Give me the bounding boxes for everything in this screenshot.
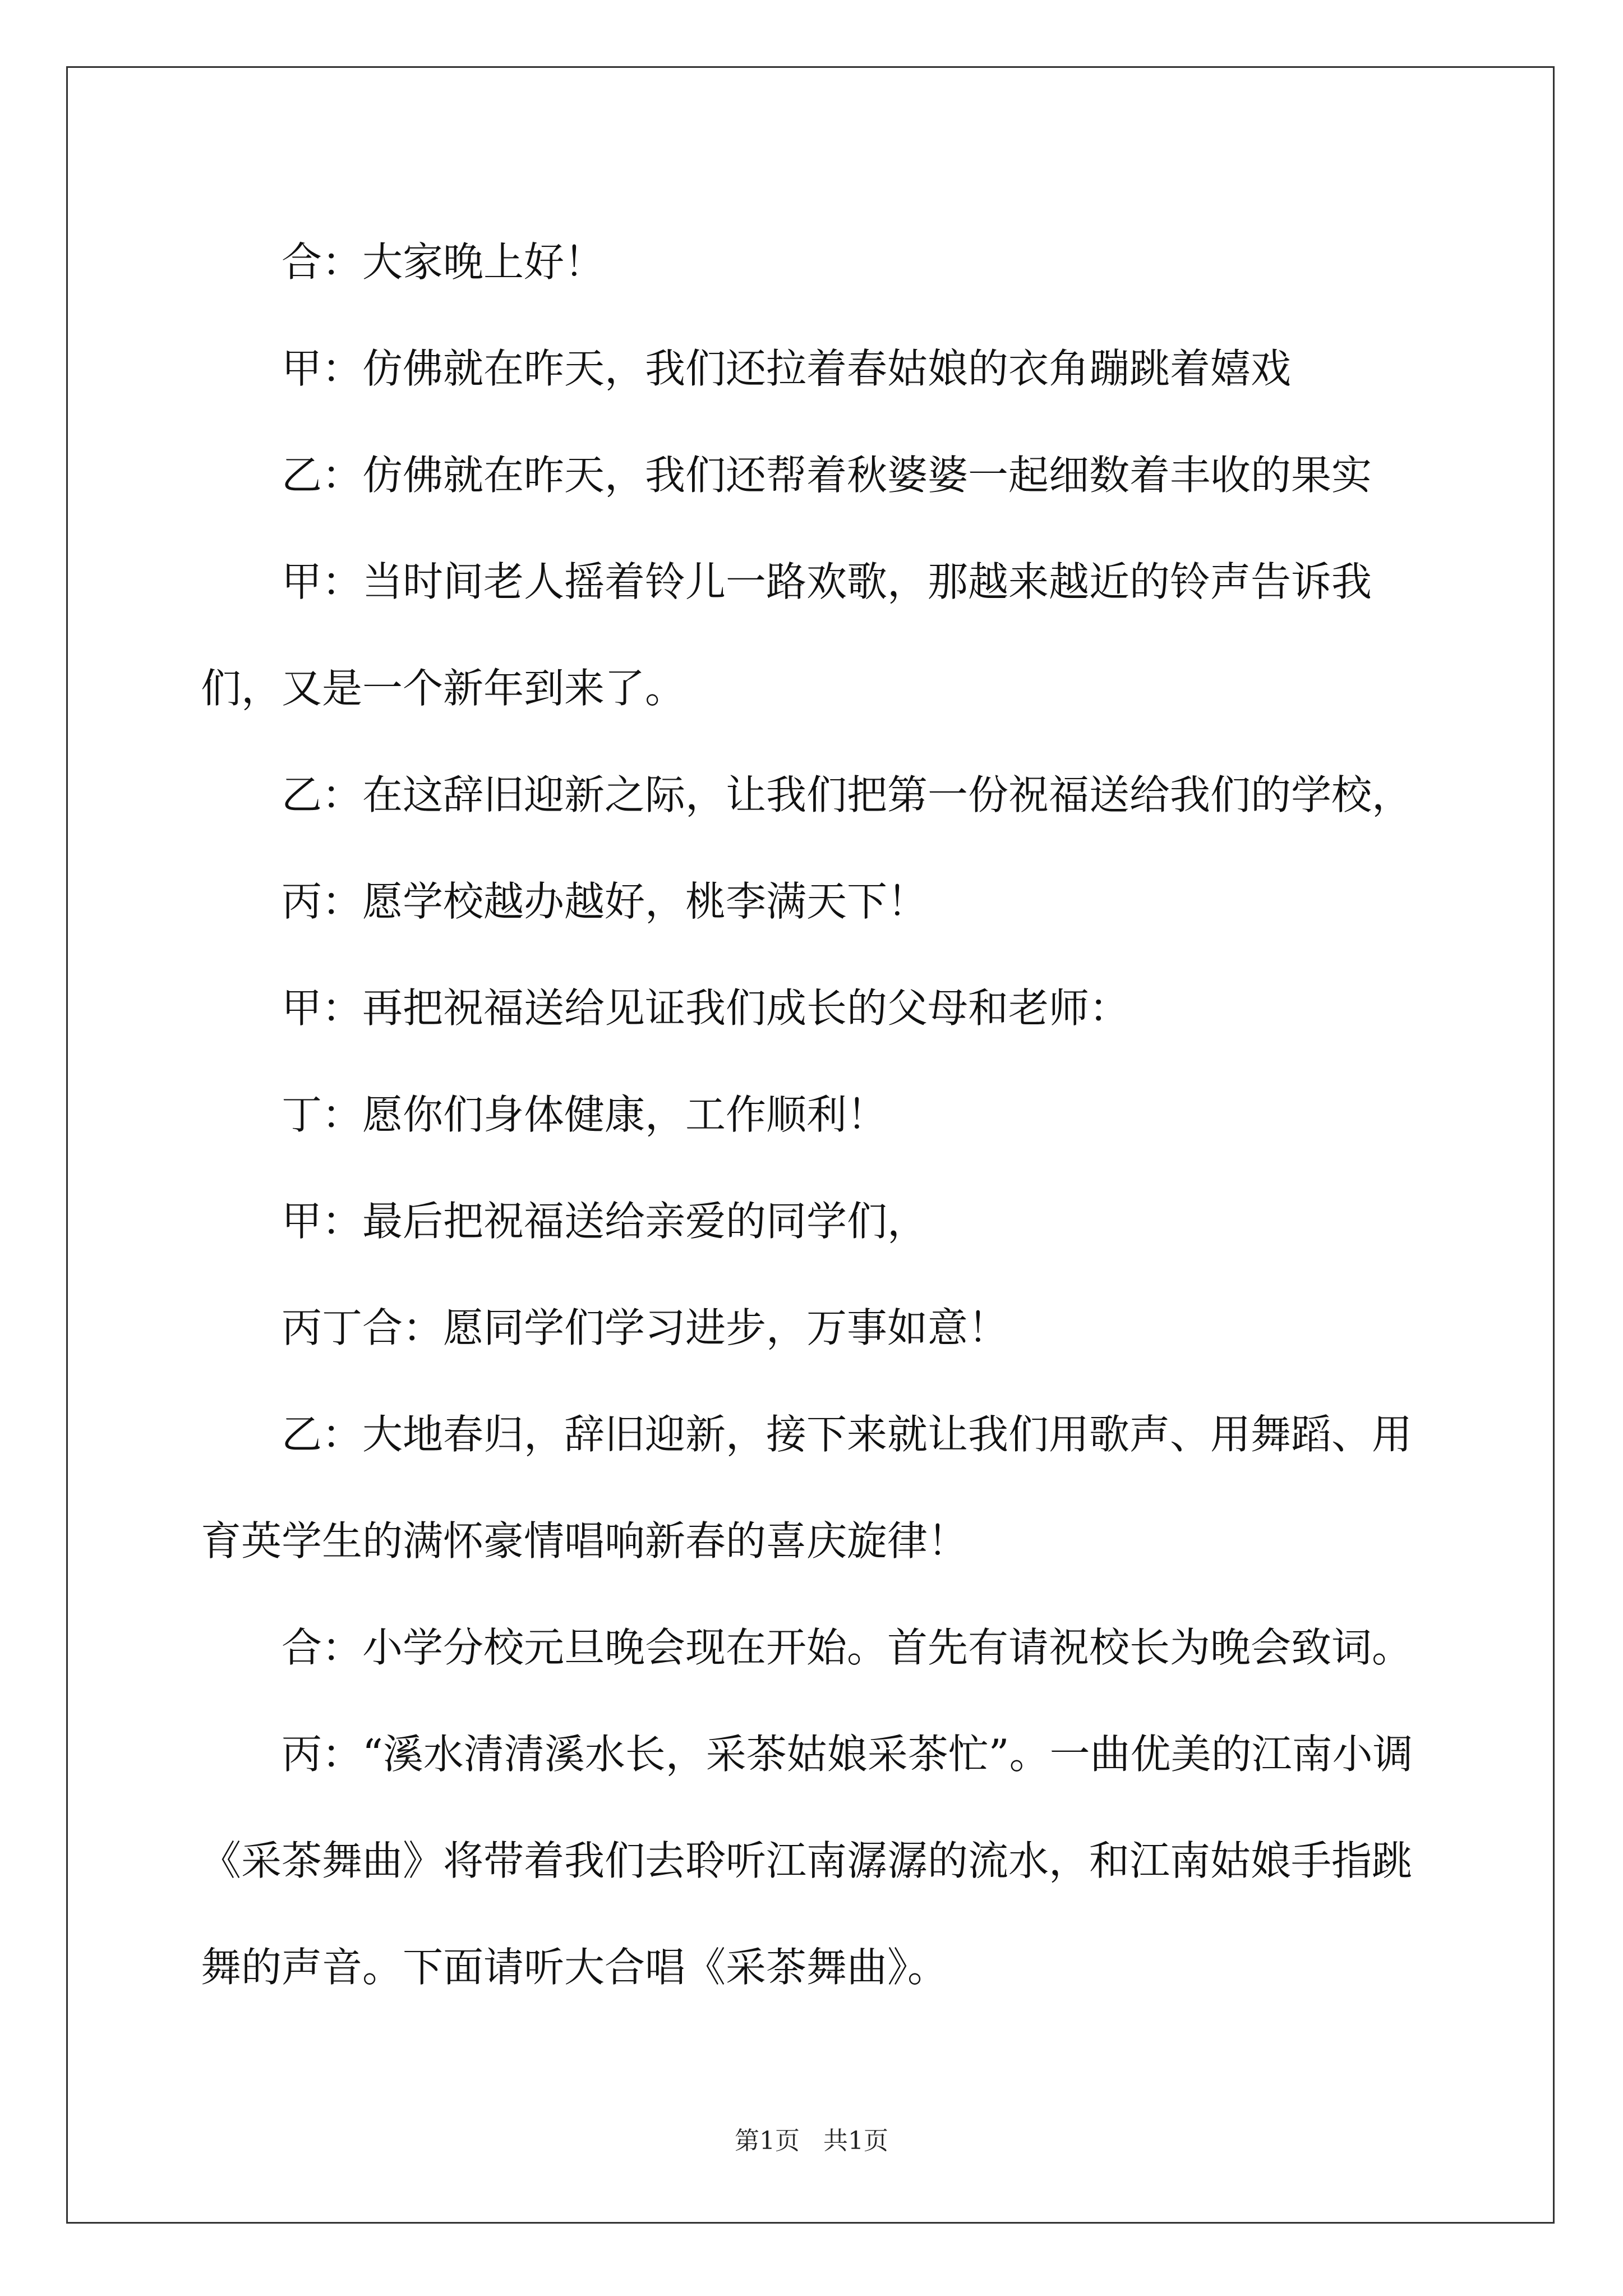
paragraph: 乙：在这辞旧迎新之际，让我们把第一份祝福送给我们的学校，: [282, 771, 1413, 818]
page-number: 第1页: [735, 2127, 800, 2155]
paragraph: 合：小学分校元旦晚会现在开始。首先有请祝校长为晚会致词。: [282, 1624, 1413, 1671]
paragraph: 甲：当时间老人摇着铃儿一路欢歌，那越来越近的铃声告诉我们，又是一个新年到来了。: [201, 558, 1372, 712]
paragraph: 乙：仿佛就在昨天，我们还帮着秋婆婆一起细数着丰收的果实: [282, 452, 1372, 499]
paragraph: 乙：大地春归，辞旧迎新，接下来就让我们用歌声、用舞蹈、用育英学生的满怀豪情唱响新春的喜庆旋律！: [201, 1411, 1413, 1565]
paragraph: 甲：再把祝福送给见证我们成长的父母和老师：: [282, 984, 1130, 1032]
paragraph: 丙丁合：愿同学们学习进步，万事如意！: [282, 1304, 1009, 1351]
paragraph: 丁：愿你们身体健康，工作顺利！: [282, 1091, 888, 1138]
paragraph: 丙：愿学校越办越好，桃李满天下！: [282, 878, 928, 925]
paragraph: 丙：“溪水清清溪水长，采茶姑娘采茶忙”。一曲优美的江南小调《采茶舞曲》将带着我们去聆听江南潺潺的流水，和江南姑娘手指跳舞的声音。下面请听大合唱《采茶舞曲》。: [201, 1731, 1413, 1991]
page-footer: [0, 2120, 1623, 2156]
paragraph: 合：大家晚上好！: [282, 238, 605, 286]
page-total: 共1页: [823, 2127, 888, 2155]
document-body: [201, 209, 1435, 2021]
paragraph: 甲：仿佛就在昨天，我们还拉着春姑娘的衣角蹦跳着嬉戏: [282, 345, 1292, 392]
paragraph: 甲：最后把祝福送给亲爱的同学们，: [282, 1198, 928, 1245]
